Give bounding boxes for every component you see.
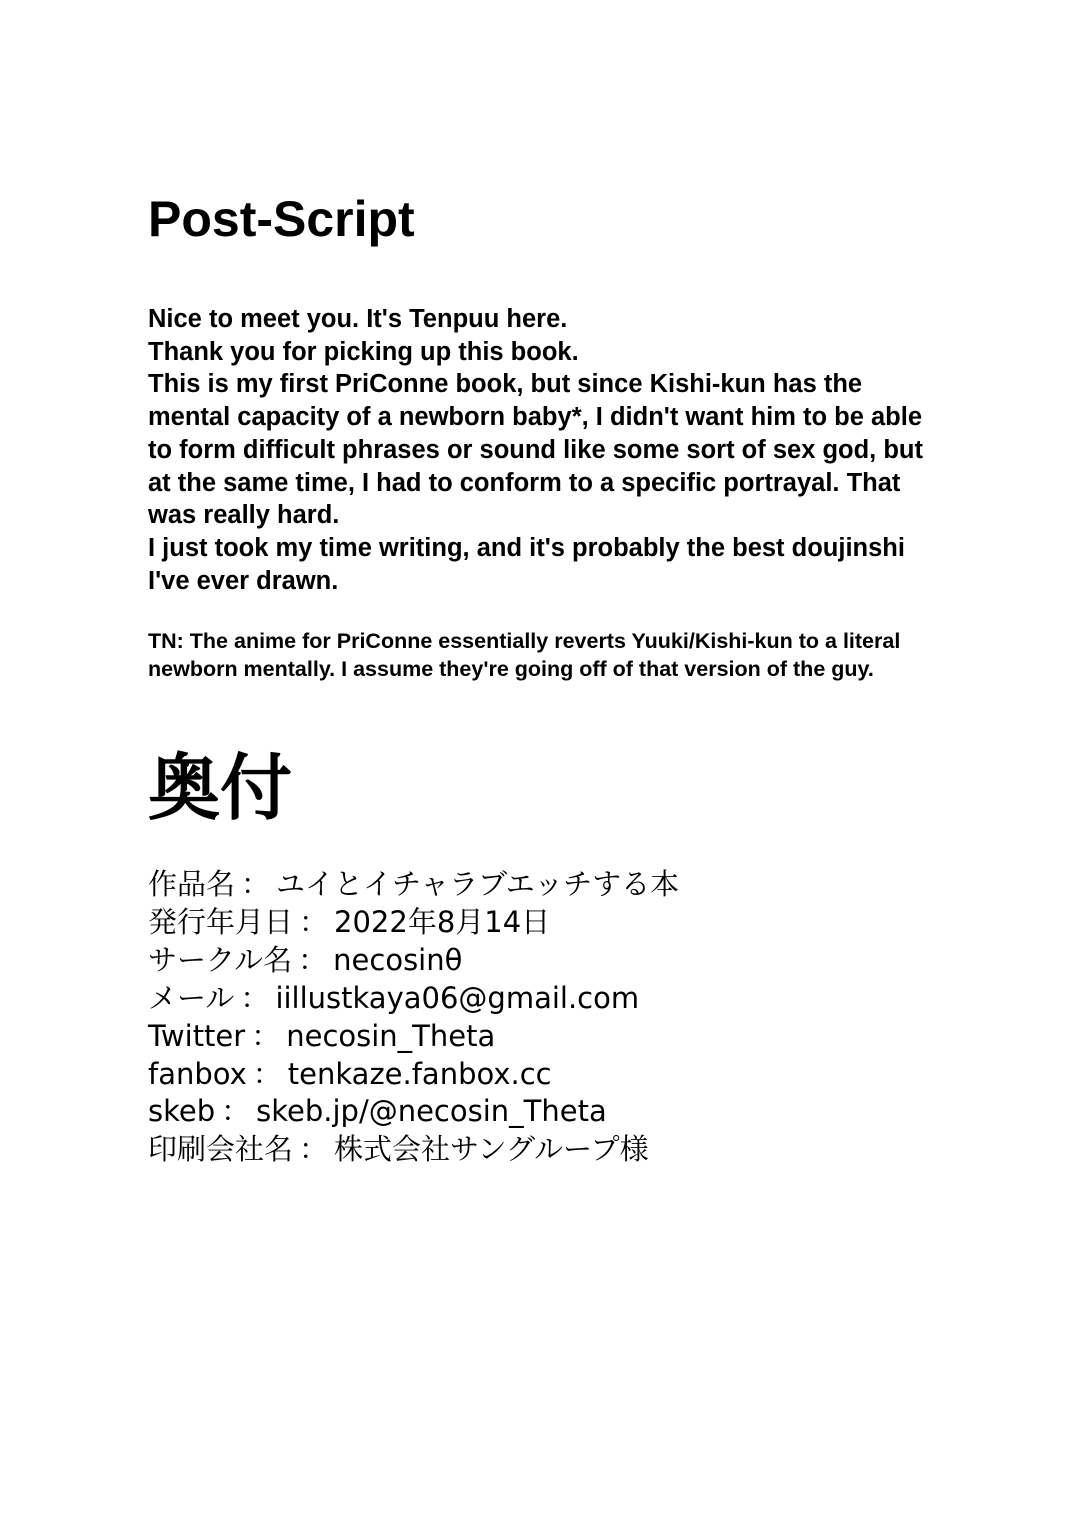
colophon-separator: ： [251,1018,281,1053]
colophon-label: fanbox [148,1056,247,1091]
colophon-entry-date [148,904,679,942]
colophon-value: tenkaze.fanbox.cc [287,1056,552,1091]
postscript-body [148,303,998,597]
colophon-separator: ： [299,1132,329,1167]
colophon-value: iillustkaya06@gmail.com [275,980,640,1015]
postscript-line: Nice to meet you. It's Tenpuu here. [148,305,568,333]
colophon-value: necosin_Theta [286,1018,496,1053]
colophon-label: skeb [148,1094,216,1129]
colophon-value: skeb.jp/@necosin_Theta [256,1094,607,1129]
postscript-line: to form difficult phrases or sound like some sort of sex god, but [148,435,923,464]
colophon-value: necosinθ [333,942,463,977]
postscript-line: at the same time, I had to conform to a specific portrayal. That [148,468,901,497]
colophon-entry-twitter [148,1018,679,1056]
translator-note [148,628,998,683]
translator-note-line: TN: The anime for PriConne essentially reverts Yuuki/Kishi-kun to a literal [148,629,901,653]
colophon-label: メール [148,980,235,1015]
colophon-entry-mail [148,980,679,1018]
colophon-label: Twitter [148,1018,246,1053]
colophon-title: 奥付 [148,746,293,830]
colophon-value: 2022年8月14日 [334,904,551,939]
postscript-line: I just took my time writing, and it's probably the best doujinshi [148,533,905,562]
colophon-label: 印刷会社名 [148,1132,294,1167]
colophon-separator: ： [252,1056,282,1091]
colophon-label: 作品名 [148,867,236,901]
postscript-line: I've ever drawn. [148,566,339,595]
colophon-label: 発行年月日 [148,904,294,939]
postscript-line: mental capacity of a newborn baby*, I didn't want him to be able [148,403,923,432]
postscript-line: Thank you for picking up this book. [148,337,579,366]
colophon-value: ユイとイチャラブエッチする本 [276,867,680,901]
colophon-entry-skeb [148,1093,679,1131]
translator-note-line: newborn mentally. I assume they're going off of that version of the guy. [148,656,874,681]
colophon-entry-title [148,866,679,904]
postscript-line: was really hard. [148,501,340,530]
colophon-list [148,866,679,1169]
colophon-entry-circle [148,942,679,980]
colophon-separator: ： [299,904,329,939]
colophon-separator: ： [240,980,270,1015]
colophon-value: 株式会社サングループ様 [334,1132,649,1167]
colophon-separator: ： [221,1094,251,1129]
postscript-title: Post-Script [148,191,415,247]
postscript-line: This is my first PriConne book, but since Kishi-kun has the [148,370,863,399]
colophon-label: サークル名 [148,942,293,977]
colophon-separator: ： [241,867,271,901]
colophon-separator: ： [298,942,328,977]
colophon-entry-printer [148,1131,679,1169]
colophon-entry-fanbox [148,1056,679,1094]
